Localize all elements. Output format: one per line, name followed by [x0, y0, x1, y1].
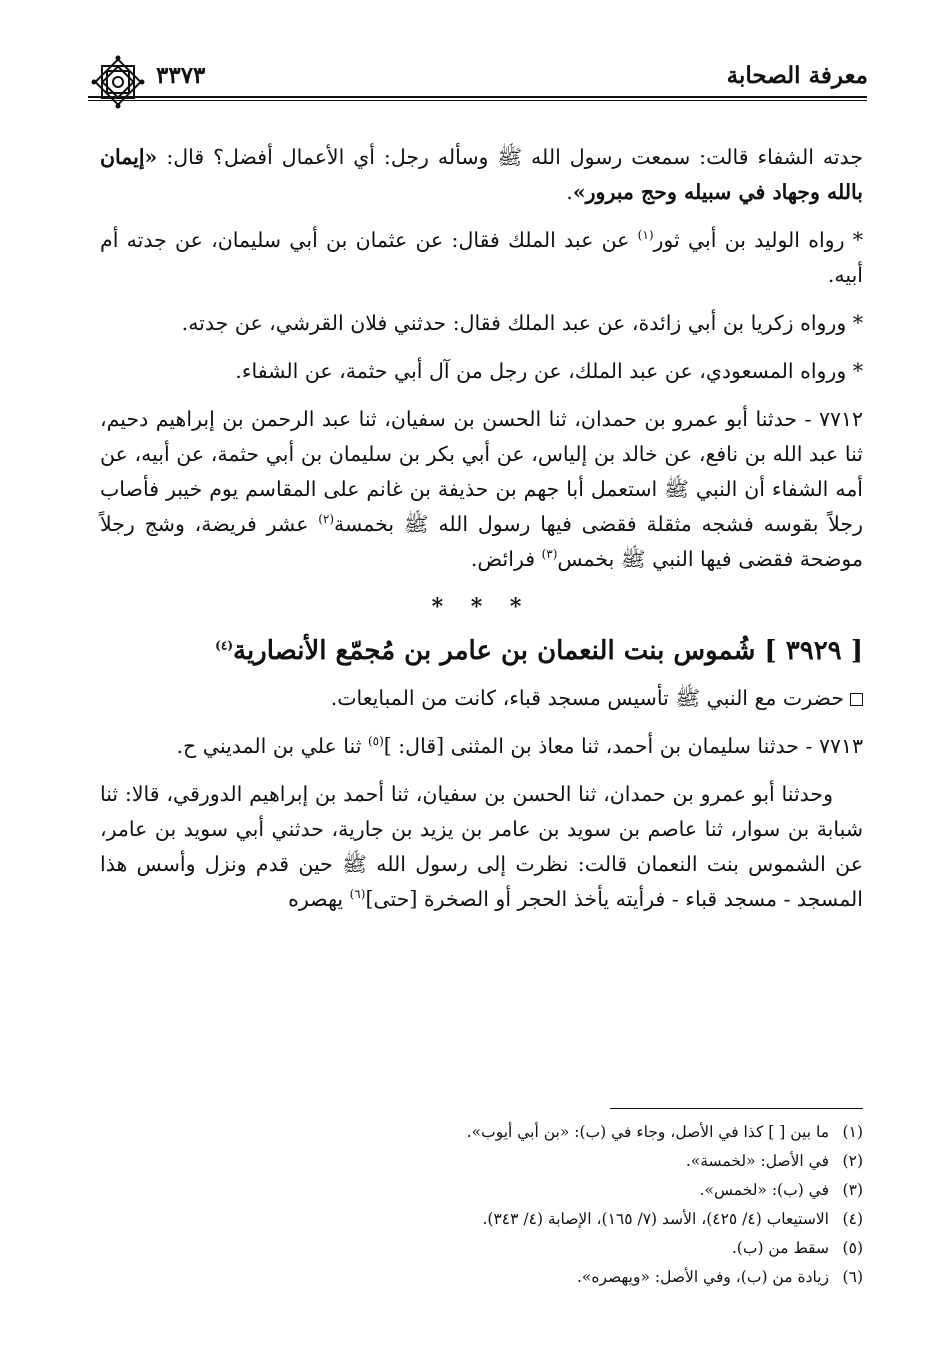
page-header [88, 52, 868, 100]
biography-intro: حضرت مع النبي ﷺ تأسيس مسجد قباء، كانت من المبايعات. [100, 681, 863, 716]
biography-heading: [ ٣٩٢٩ ] شُموس بنت النعمان بن عامر بن مُجمّع الأنصارية$^{(٤)}$ [215, 636, 863, 666]
footnote: (٥)سقط من (ب). [731, 1239, 863, 1257]
star-ornament-icon [88, 52, 148, 112]
paragraph-narration-3: * ورواه المسعودي، عن عبد الملك، عن رجل من آل أبي حثمة، عن الشفاء. [235, 359, 863, 383]
footnote-ref: (٦) [349, 887, 366, 902]
footnote: (٣)في (ب): «لخمس». [699, 1181, 863, 1199]
hadith-quote: «إيمان بالله وجهاد في سبيله وحج مبرور» [100, 145, 863, 204]
square-bullet-icon [850, 693, 863, 706]
paragraph-hadith-continued: وحدثنا أبو عمرو بن حمدان، ثنا الحسن بن سفيان، ثنا أحمد بن إبراهيم الدورقي، قالا: ثنا شبابة بن سوار، ثنا عاصم بن سويد بن عامر بن يزيد بن جارية، حدثني أبي سويد بن عامر، عن الشموس بنت النعمان قالت: نظرت إلى رسول الله ﷺ حين قدم ونزل وأسس هذا المسجد - مسجد قباء - فرأيته يأخذ الحجر أو الصخرة [حتى]$^{(٦)}$ يهصره [100, 782, 863, 911]
footnote-rule [610, 1108, 863, 1109]
paragraph-hadith: جدته الشفاء قالت: سمعت رسول الله ﷺ وسأله رجل: أي الأعمال أفضل؟ قال: «إيمان بالله وجهاد في سبيله وحج مبرور». [100, 145, 863, 204]
footnote: (٢)في الأصل: «لخمسة». [685, 1152, 863, 1170]
footnote-ref: (٣) [541, 547, 558, 562]
paragraph-hadith-7713: ٧٧١٣ - حدثنا سليمان بن أحمد، ثنا معاذ بن المثنى [قال: ]$^{(٥)}$ ثنا علي بن المديني ح. [176, 734, 863, 758]
footnote-ref: (٢) [318, 512, 335, 527]
book-title: معرفة الصحابة [726, 62, 868, 89]
footnote-ref: (٥) [367, 734, 384, 749]
paragraph-hadith-7712: ٧٧١٢ - حدثنا أبو عمرو بن حمدان، ثنا الحسن بن سفيان، ثنا عبد الرحمن بن إبراهيم دحيم، ثنا عبد الله بن نافع، عن خالد بن إلياس، عن أبي بكر بن سليمان بن أبي حثمة، عن أبيه، عن أمه الشفاء أن النبي ﷺ استعمل أبا جهم بن حذيفة بن غانم على المقاسم يوم خيبر فأصاب رجلاً بقوسه فشجه مثقلة فقضى فيها رسول الله ﷺ بخمسة$^{(٢)}$ عشر فريضة، وشج رجلاً موضحة فقضى فيها النبي ﷺ بخمس$^{(٣)}$ فرائض. [100, 407, 863, 571]
footnote: (٤)الاستيعاب (٤/ ٤٢٥)، الأسد (٧/ ١٦٥)، الإصابة (٤/ ٣٤٣). [482, 1210, 863, 1228]
page-number: ٣٣٧٣ [156, 62, 206, 89]
paragraph-narration-2: * ورواه زكريا بن أبي زائدة، عن عبد الملك فقال: حدثني فلان القرشي، عن جدته. [181, 311, 863, 335]
footnote-ref: (١) [637, 228, 654, 243]
header-rule [88, 96, 867, 98]
section-separator: * * * [431, 594, 532, 620]
paragraph-narration-1: * رواه الوليد بن أبي ثور$^{(١)}$ عن عبد الملك فقال: عن عثمان بن أبي سليمان، عن جدته أم أبيه. [100, 228, 863, 287]
footnote: (١)ما بين [ ] كذا في الأصل، وجاء في (ب): «بن أبي أيوب». [466, 1123, 863, 1141]
footnote: (٦)زيادة من (ب)، وفي الأصل: «ويهصره». [576, 1268, 863, 1286]
footnotes [330, 1118, 863, 1292]
footnote-ref: (٤) [215, 638, 233, 653]
header-rule-thin [88, 100, 867, 101]
main-text [100, 140, 863, 930]
